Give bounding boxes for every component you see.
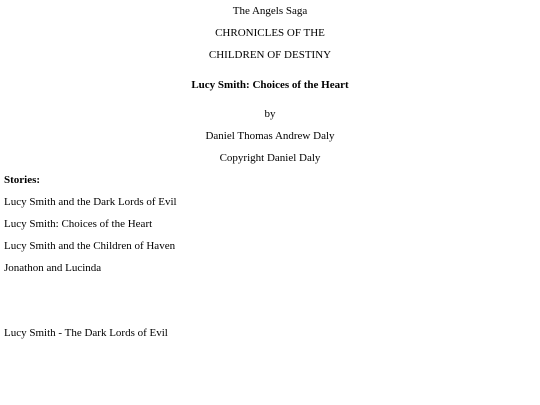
author-name: Daniel Thomas Andrew Daly xyxy=(205,130,335,142)
story-list-item: Lucy Smith: Choices of the Heart xyxy=(4,218,153,230)
story-list-item: Lucy Smith and the Children of Haven xyxy=(4,240,176,252)
book-title: Lucy Smith: Choices of the Heart xyxy=(191,79,349,91)
story-list-item: Lucy Smith and the Dark Lords of Evil xyxy=(4,196,177,208)
story-list-item: Jonathon and Lucinda xyxy=(4,262,102,274)
collection-title-line-2: CHILDREN OF DESTINY xyxy=(208,49,332,61)
collection-title-line-1: CHRONICLES OF THE xyxy=(215,27,325,39)
series-title: The Angels Saga xyxy=(232,5,308,17)
section-heading: Lucy Smith - The Dark Lords of Evil xyxy=(4,327,168,339)
by-line: by xyxy=(264,108,276,120)
stories-heading: Stories: xyxy=(4,174,41,186)
copyright-notice: Copyright Daniel Daly xyxy=(219,152,321,164)
